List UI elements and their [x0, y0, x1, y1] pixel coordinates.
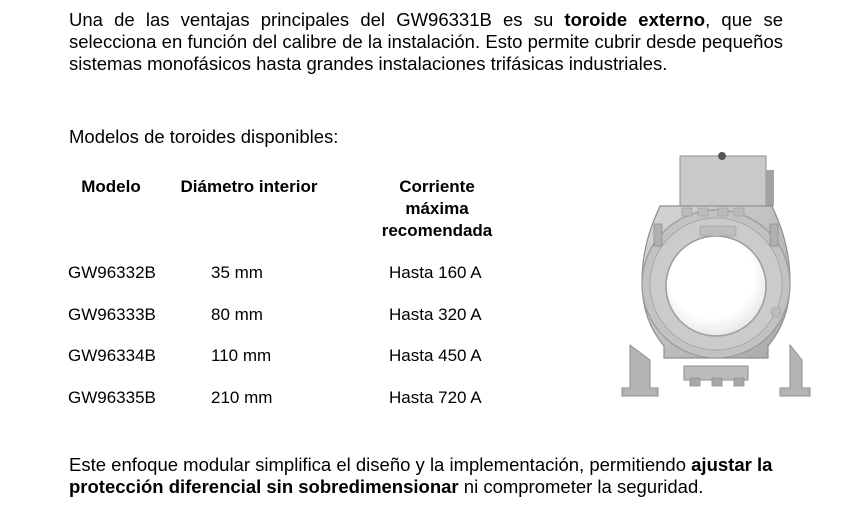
outro-paragraph [69, 454, 789, 498]
cell-diameter: 210 mm [211, 388, 273, 407]
terminal-screw [718, 152, 726, 160]
header-model: Modelo [81, 177, 141, 196]
models-heading: Modelos de toroides disponibles: [69, 126, 339, 147]
cell-diameter: 80 mm [211, 305, 263, 324]
cell-model: GW96335B [68, 388, 156, 407]
outro-text-start: Este enfoque modular simplifica el diseño y la implementación, permitiendo [69, 454, 692, 475]
toroid-transformer-icon [618, 140, 814, 406]
table-row [0, 304, 560, 326]
table-row [0, 387, 560, 409]
outro-text-end: ni comprometer la seguridad. [458, 476, 704, 497]
table-row [0, 262, 560, 284]
cell-current: Hasta 320 A [389, 305, 482, 324]
toroid-hole [666, 236, 766, 336]
intro-paragraph [69, 9, 783, 75]
header-current [362, 176, 512, 242]
outro-bold-text: ajustar la protección diferencial sin sobredimensionar [69, 454, 773, 497]
header-current-line1: Corriente [399, 177, 475, 196]
cell-model: GW96334B [68, 346, 156, 365]
cell-diameter: 35 mm [211, 263, 263, 282]
terminal-block [680, 156, 766, 208]
cell-model: GW96333B [68, 305, 156, 324]
header-current-line3: recomendada [381, 221, 493, 240]
cell-current: Hasta 160 A [389, 263, 482, 282]
table-row [0, 345, 560, 367]
intro-text-end: , que se selecciona en función del calibre de la instalación. Esto permite cubrir desde pequeños sistemas monofásicos hasta grandes instalaciones trifásicas industriales. [69, 9, 783, 74]
cell-model: GW96332B [68, 263, 156, 282]
cell-diameter: 110 mm [211, 346, 272, 365]
left-foot [622, 345, 658, 396]
intro-bold-text: toroide externo [564, 9, 706, 30]
cell-current: Hasta 720 A [389, 388, 482, 407]
intro-text-start: Una de las ventajas principales del GW96331B es su [69, 9, 565, 30]
cell-current: Hasta 450 A [389, 346, 482, 365]
header-current-line2: máxima [405, 199, 469, 218]
header-diameter: Diámetro interior [180, 177, 318, 196]
right-foot [780, 345, 810, 396]
